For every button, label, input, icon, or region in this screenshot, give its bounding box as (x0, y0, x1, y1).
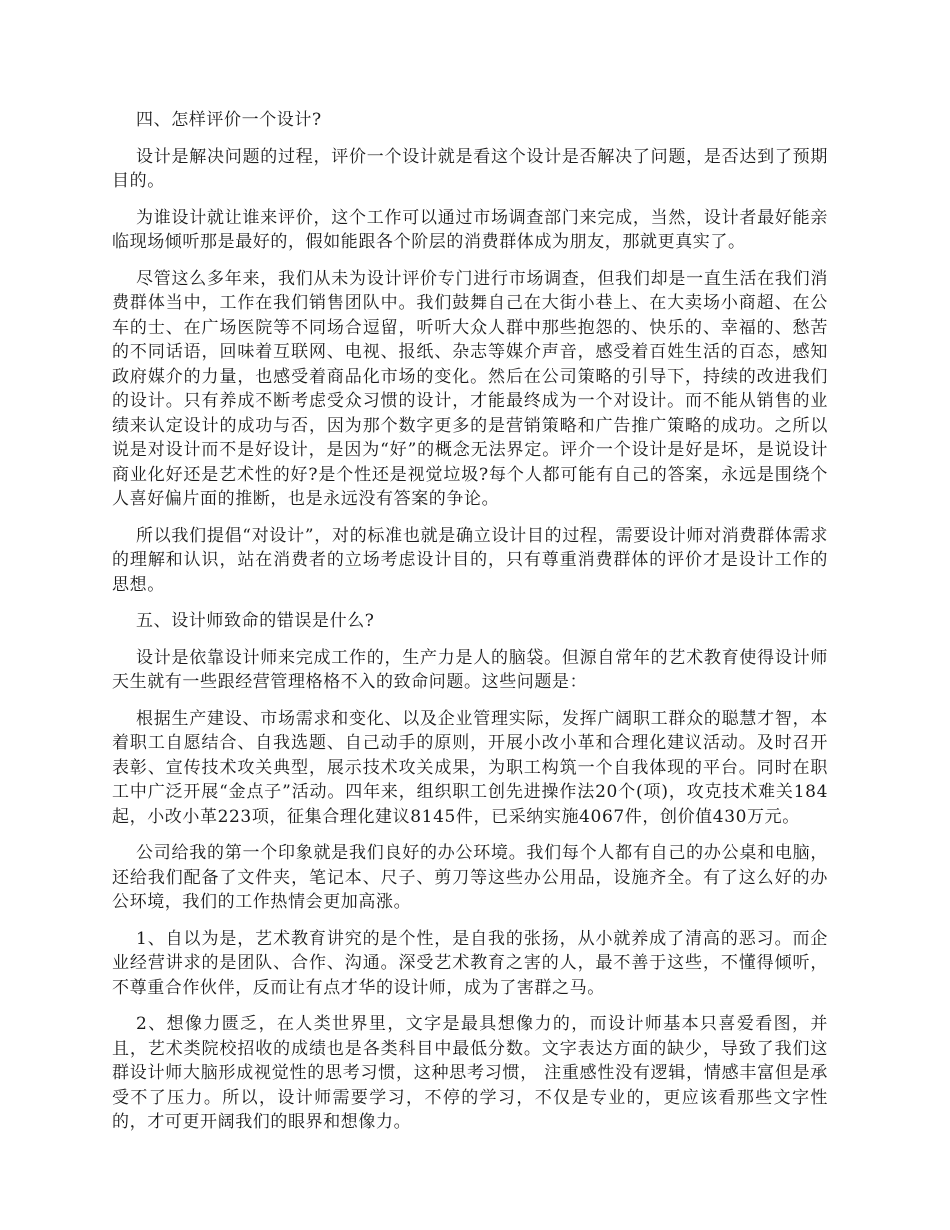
paragraph: 根据生产建设、市场需求和变化、以及企业管理实际，发挥广阔职工群众的聪慧才智，本着职工自愿结合、自我选题、自己动手的原则，开展小改小革和合理化建议活动。及时召开表彰、宣传技术攻关典型，展示技术攻关成果，为职工构筑一个自我体现的平台。同时在职工中广泛开展“金点子”活动。四年来，组织职工创先进操作法20个(项)，攻克技术难关184起，小改小革223项，征集合理化建议8145件，已采纳实施4067件，创价值430万元。 (112, 708, 828, 827)
paragraph: 设计是解决问题的过程，评价一个设计就是看这个设计是否解决了问题，是否达到了预期目的。 (112, 146, 828, 191)
list-item-paragraph: 1、自以为是，艺术教育讲究的是个性，是自我的张扬，从小就养成了清高的恶习。而企业经营讲求的是团队、合作、沟通。深受艺术教育之害的人，最不善于这些，不懂得倾听，不尊重合作伙伴，反而让有点才华的设计师，成为了害群之马。 (112, 928, 828, 998)
document-body (112, 108, 828, 1147)
section-heading-4: 四、怎样评价一个设计? (136, 110, 322, 130)
paragraph: 所以我们提倡“对设计”，对的标准也就是确立设计目的过程，需要设计师对消费群体需求的理解和认识，站在消费者的立场考虑设计目的，只有尊重消费群体的评价才是设计工作的思想。 (112, 525, 828, 595)
paragraph: 公司给我的第一个印象就是我们良好的办公环境。我们每个人都有自己的办公桌和电脑，还给我们配备了文件夹，笔记本、尺子、剪刀等这些办公用品，设施齐全。有了这么好的办公环境，我们的工作热情会更加高涨。 (112, 843, 828, 912)
paragraph: 设计是依靠设计师来完成工作的，生产力是人的脑袋。但源自常年的艺术教育使得设计师天生就有一些跟经营管理格格不入的致命问题。这些问题是： (112, 647, 828, 692)
list-item-paragraph: 2、想像力匮乏，在人类世界里，文字是最具想像力的，而设计师基本只喜爱看图，并且，艺术类院校招收的成绩也是各类科目中最低分数。文字表达方面的缺少，导致了我们这群设计师大脑形成视觉性的思考习惯，这种思考习惯， 注重感性没有逻辑，情感丰富但是承受不了压力。所以，设计师需要学习，不停的学习，不仅是专业的，更应该看那些文字性的，才可更开阔我们的眼界和想像力。 (112, 1014, 828, 1132)
paragraph: 尽管这么多年来，我们从未为设计评价专门进行市场调查，但我们却是一直生活在我们消费群体当中，工作在我们销售团队中。我们鼓舞自己在大街小巷上、在大卖场小商超、在公车的士、在广场医院等不同场合逗留，听听大众人群中那些抱怨的、快乐的、幸福的、愁苦的不同话语，回味着互联网、电视、报纸、杂志等媒介声音，感受着百姓生活的百态，感知政府媒介的力量，也感受着商品化市场的变化。然后在公司策略的引导下，持续的改进我们的设计。只有养成不断考虑受众习惯的设计，才能最终成为一个对设计。而不能从销售的业绩来认定设计的成功与否，因为那个数字更多的是营销策略和广告推广策略的成功。之所以说是对设计而不是好设计，是因为“好”的概念无法界定。评介一个设计是好是坏，是说设计商业化好还是艺术性的好?是个性还是视觉垃圾?每个人都可能有自己的答案，永远是围绕个人喜好偏片面的推断，也是永远没有答案的争论。 (112, 268, 828, 509)
section-heading-5: 五、设计师致命的错误是什么? (136, 611, 375, 631)
paragraph: 为谁设计就让谁来评价，这个工作可以通过市场调查部门来完成，当然，设计者最好能亲临现场倾听那是最好的，假如能跟各个阶层的消费群体成为朋友，那就更真实了。 (112, 207, 828, 252)
